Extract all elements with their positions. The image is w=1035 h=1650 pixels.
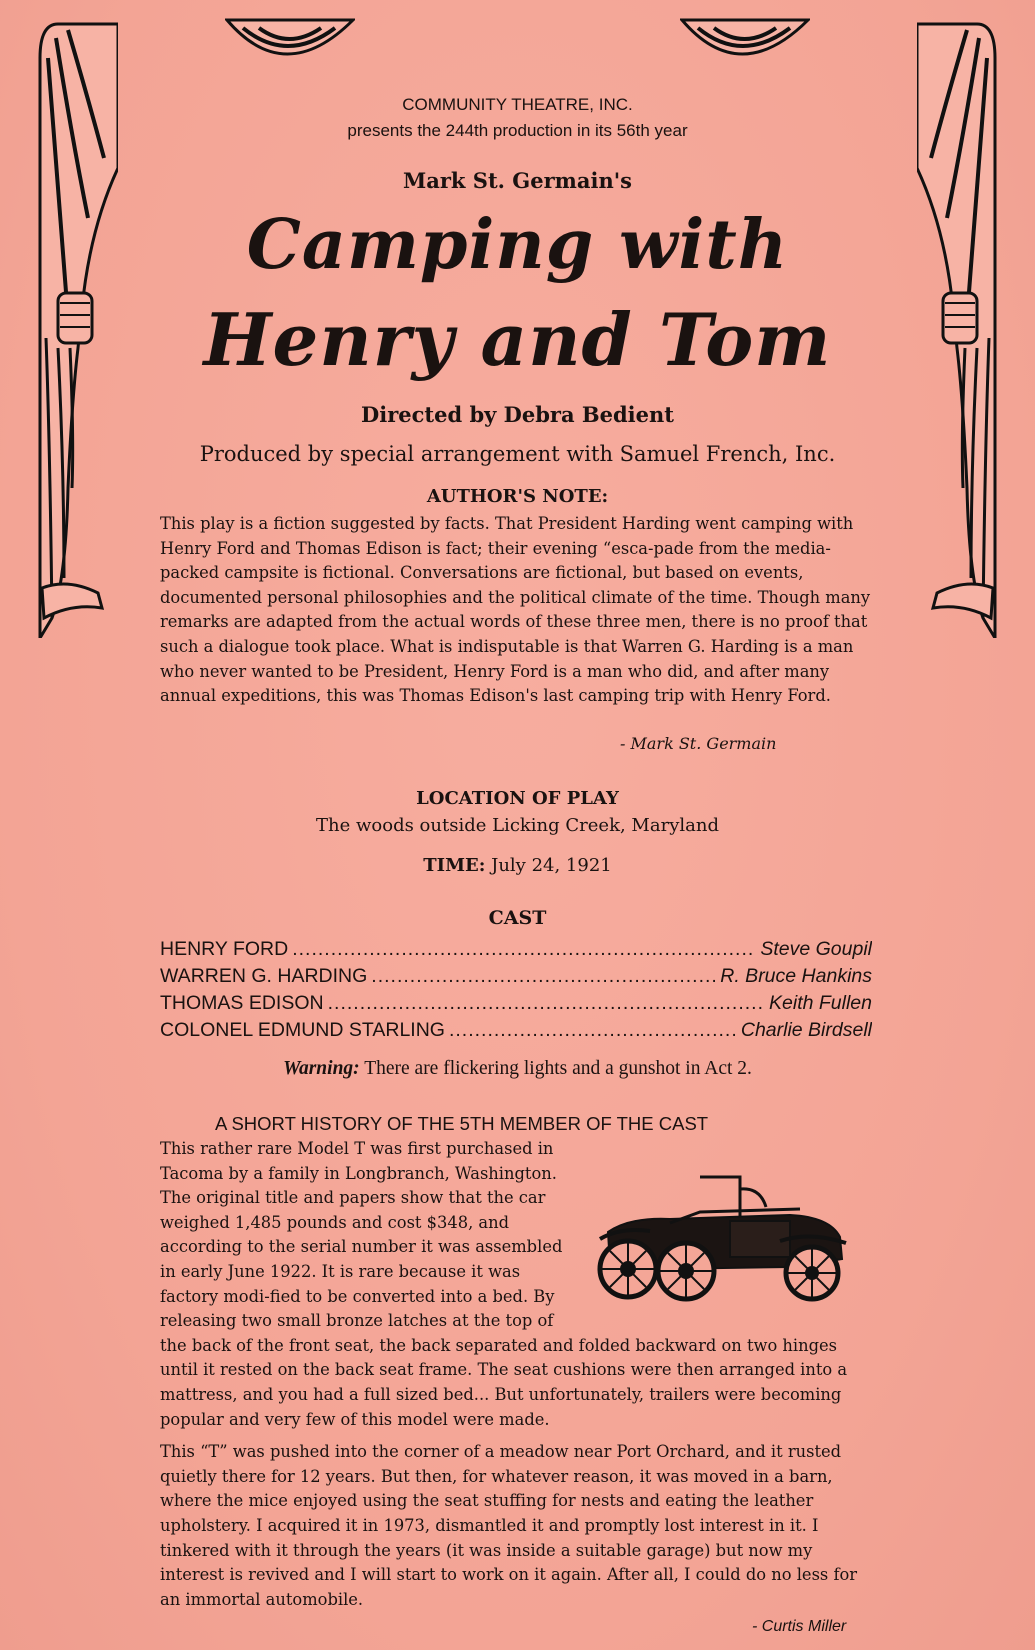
director-credit: Directed by Debra Bedient [361,402,674,427]
history-signature: - Curtis Miller [752,1618,847,1635]
history-heading: A SHORT HISTORY OF THE 5TH MEMBER OF THE CAST [215,1113,709,1134]
time-value: July 24, 1921 [491,855,612,876]
cast-role: COLONEL EDMUND STARLING [160,1019,445,1041]
production-count: presents the 244th production in its 56th year [347,121,688,140]
time-line [0,855,1035,876]
cast-actor: Charlie Birdsell [740,1019,872,1041]
cast-list [160,936,872,1044]
cast-row [160,990,872,1017]
production-rights: Produced by special arrangement with Samuel French, Inc. [199,442,836,466]
presenter-block [0,92,1035,144]
leader-dots [371,963,716,990]
model-t-car-illustration [590,1157,860,1327]
cast-actor: R. Bruce Hankins [720,965,872,987]
right-swag-illustration [680,18,810,68]
cast-role: THOMAS EDISON [160,992,324,1014]
authors-note-body: This play is a fiction suggested by facts. That President Harding went camping with Henry Ford and Thomas Edison is fact; their evening “esca-pade from the media-packed campsite is fictional. Conversations are fictional, but based on events, documented personal philosophies and the political climate of the time. Though many remarks are adapted from the actual words of these three men, there is no proof that such a dialogue took place. What is indisputable is that Warren G. Harding is a man who never wanted to be President, Henry Ford is a man who did, and after many annual expeditions, this was Thomas Edison's last camping trip with Henry Ford. [160,514,871,706]
leader-dots [449,1017,737,1044]
cast-role: WARREN G. HARDING [160,965,368,987]
history-text [160,1137,860,1620]
cast-row [160,936,872,963]
location-place: The woods outside Licking Creek, Maryland [316,815,719,836]
warning-label: Warning: [283,1058,360,1079]
history-paragraph-1-text: This rather rare Model T was first purchased in Tacoma by a family in Longbranch, Washington. The original title and papers show that the car weighed 1,485 pounds and cost $348, and according to the serial number it was assembled in early June 1922. It is rare because it was factory modi-fied to be converted into a bed. By releasing two small bronze latches at the top of the back of the front seat, the back separated and folded backward on two hinges until it rested on the back seat frame. The seat cushions were then arranged into a mattress, and you had a full sized bed... But unfortunately, trailers were becoming popular and very few of this model were made. [160,1139,848,1429]
play-title-line-2: Henry and Tom [203,297,832,382]
cast-role: HENRY FORD [160,938,289,960]
playwright-credit: Mark St. Germain's [403,168,632,193]
authors-note-signature: - Mark St. Germain [620,734,777,753]
warning-line [0,1058,1035,1080]
cast-row [160,963,872,990]
time-label: TIME: [423,855,486,876]
warning-text: There are flickering lights and a gunshot in Act 2. [359,1058,752,1079]
play-title-line-1: Camping with [246,205,789,285]
leader-dots [328,990,765,1017]
cast-actor: Steve Goupil [760,938,872,960]
left-swag-illustration [225,18,355,68]
cast-heading: CAST [488,907,547,929]
history-paragraph-1 [160,1137,860,1432]
location-heading: LOCATION OF PLAY [416,788,619,809]
cast-row [160,1017,872,1044]
company-name: COMMUNITY THEATRE, INC. [402,95,633,114]
authors-note-heading: AUTHOR'S NOTE: [426,486,609,507]
cast-actor: Keith Fullen [769,992,872,1014]
leader-dots [292,936,756,963]
history-paragraph-2: This “T” was pushed into the corner of a meadow near Port Orchard, and it rusted quietly there for 12 years. But then, for whatever reason, it was moved in a barn, where the mice enjoyed using the seat stuffing for nests and eating the leather upholstery. I acquired it in 1973, dismantled it and promptly lost interest in it. I tinkered with it through the years (it was inside a suitable garage) but now my interest is revived and I will start to work on it again. After all, I could do no less for an immortal automobile. [160,1442,858,1609]
